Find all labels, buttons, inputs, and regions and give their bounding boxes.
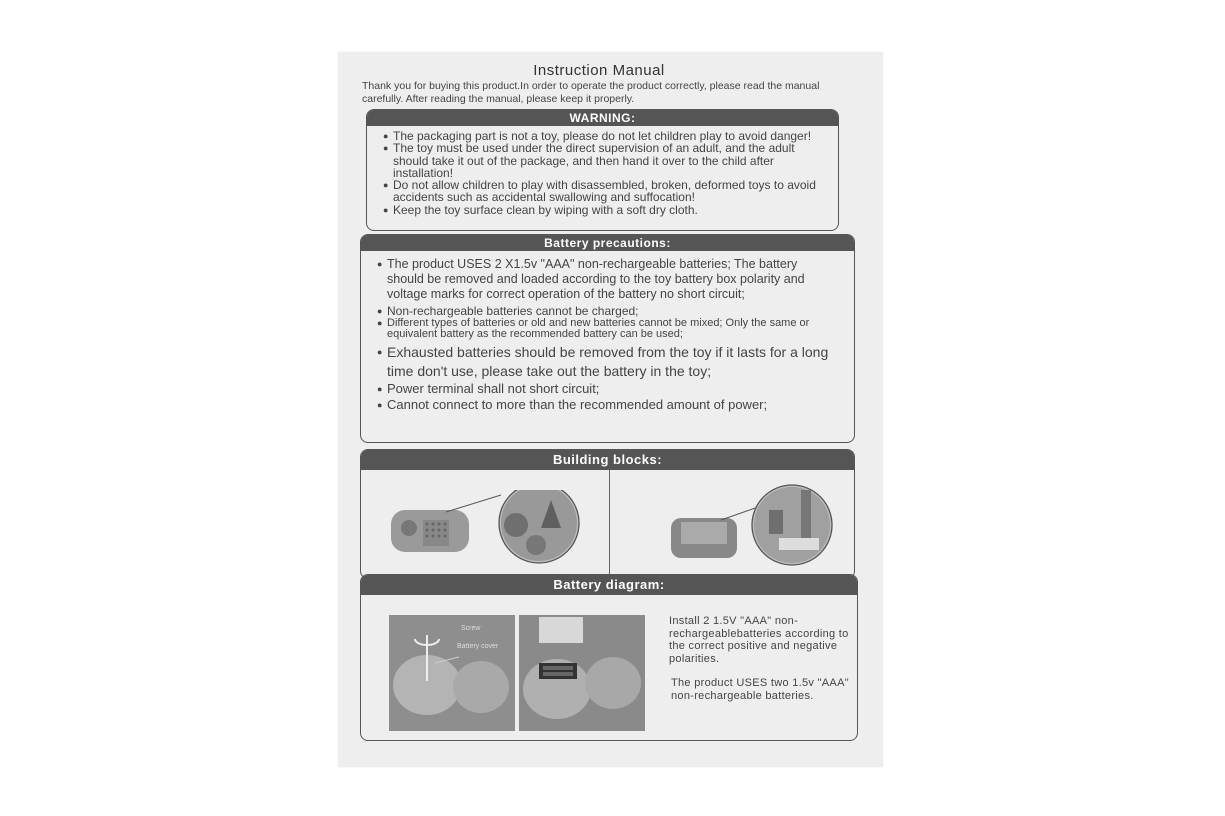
list-item: ● Exhausted batteries should be removed from the toy if it lasts for a long time don't use, please take out the battery in the toy; [377, 344, 829, 379]
building-blocks-header: Building blocks: [361, 450, 854, 470]
bullet-icon: ● [377, 400, 383, 410]
list-item: ● Different types of batteries or old and new batteries cannot be mixed; Only the same or equivalent battery as the recommended battery can be used; [377, 317, 810, 340]
bullet-icon: ● [383, 143, 389, 154]
bullet-icon: ● [383, 204, 389, 215]
list-item: ● The toy must be used under the direct supervision of an adult, and the adult should take it out of the package, and then hand it over to the child after installation! [383, 141, 795, 180]
warning-header: WARNING: [367, 110, 838, 126]
list-item: ● The packaging part is not a toy, please do not let children play to avoid danger! [383, 129, 812, 143]
warning-box [366, 109, 839, 231]
battery-photo-screw [389, 615, 515, 731]
bullet-icon: ● [377, 384, 383, 394]
battery-precautions-box [360, 234, 855, 443]
warning-list [367, 126, 838, 216]
list-item: ● Keep the toy surface clean by wiping with a soft dry cloth. [383, 202, 698, 217]
battery-precautions-header: Battery precautions: [361, 235, 854, 251]
battery-compartment-image [519, 615, 645, 731]
bullet-icon: ● [377, 259, 383, 269]
bullet-icon: ● [383, 180, 389, 191]
toy-illustration-right [661, 480, 841, 570]
toy-tablet-image [661, 480, 841, 570]
battery-photo-open [519, 615, 645, 731]
battery-precautions-list [361, 251, 854, 413]
install-text: Install 2 1.5V "AAA" non-rechargeablebatteries according to the correct positive and negative polarities. [669, 615, 849, 665]
battery-diagram-header: Battery diagram: [361, 575, 857, 595]
bullet-icon: ● [377, 347, 383, 357]
screw-label: Screw [461, 625, 481, 632]
bullet-icon: ● [383, 131, 389, 141]
list-item: ● Non-rechargeable batteries cannot be charged; [377, 304, 639, 318]
list-item: ● Cannot connect to more than the recommended amount of power; [377, 397, 768, 412]
list-item: ● The product USES 2 X1.5v "AAA" non-rechargeable batteries; The battery should be removed and loaded according to the toy battery box polarity and voltage marks for correct operation of the battery no short circuit; [377, 257, 805, 301]
battery-cover-image [389, 615, 515, 731]
instruction-sheet [338, 52, 883, 767]
battery-cover-label: Battery cover [457, 643, 499, 650]
uses-text: The product USES two 1.5v "AAA" non-rechargeable batteries. [671, 677, 849, 702]
building-blocks-box [360, 449, 855, 579]
divider [609, 470, 610, 577]
bullet-icon: ● [377, 306, 383, 316]
toy-illustration-left [391, 490, 591, 570]
list-item: ● Do not allow children to play with disassembled, broken, deformed toys to avoid accidents such as accidental swallowing and suffocation! [383, 178, 816, 205]
manual-intro: Thank you for buying this product.In order to operate the product correctly, please read the manual carefully. After reading the manual, please keep it properly. [362, 80, 820, 105]
list-item: ● Power terminal shall not short circuit; [377, 381, 600, 396]
bullet-icon: ● [377, 318, 383, 328]
battery-diagram-box [360, 574, 858, 741]
manual-title: Instruction Manual [533, 62, 665, 79]
toy-board-image [391, 490, 591, 570]
